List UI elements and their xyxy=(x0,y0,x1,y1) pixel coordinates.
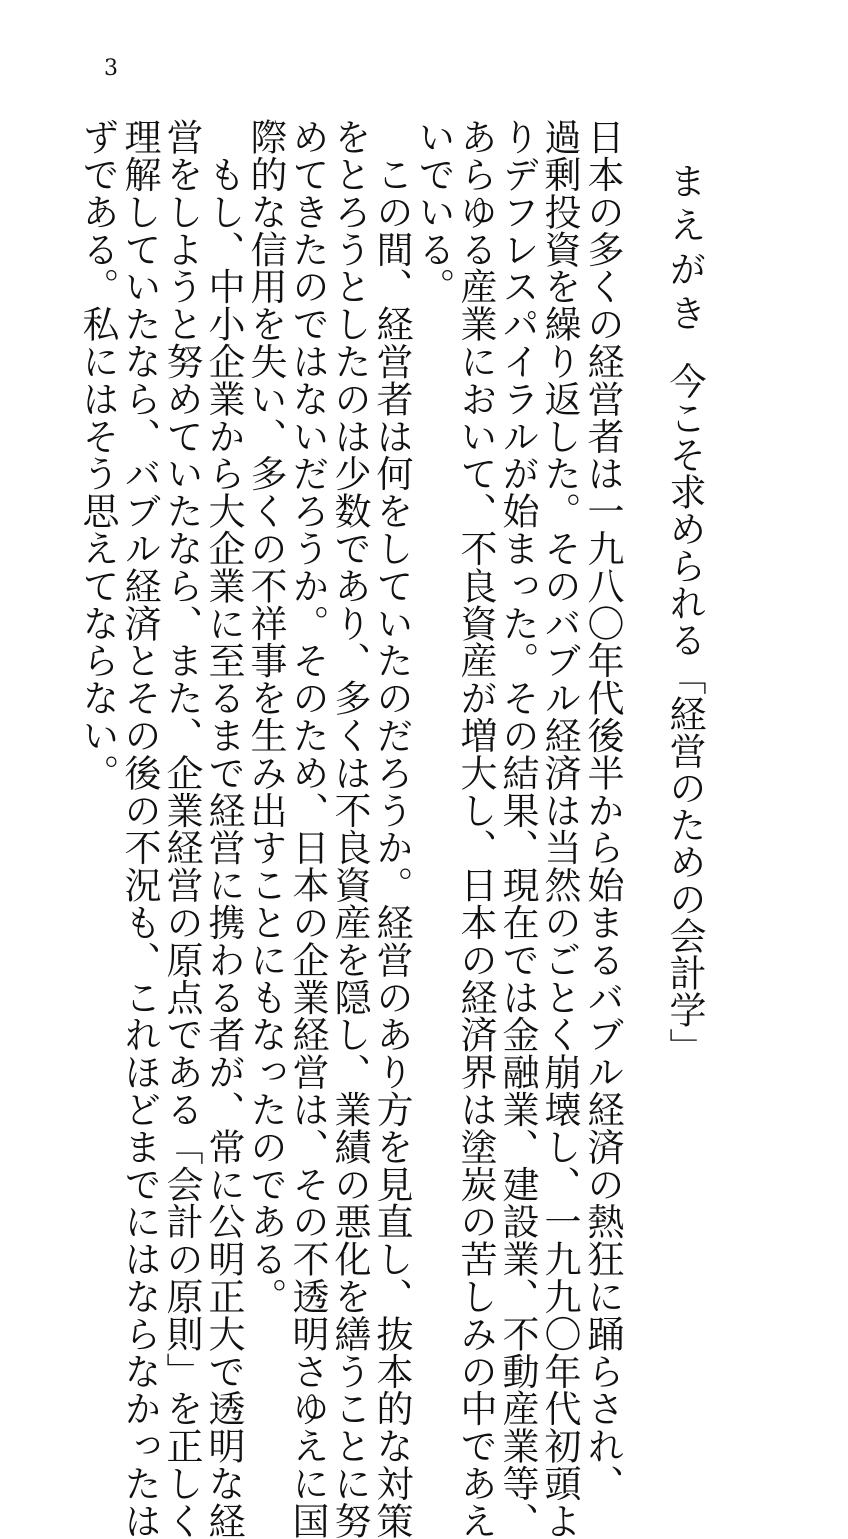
text-line: 過剰投資を繰り返した。そのバブル経済は当然のごとく崩壊し、一九九〇年代初頭よ xyxy=(538,118,581,1539)
text-line: いでいる。 xyxy=(412,118,455,305)
text-line: をとろうとしたのは少数であり、多くは不良資産を隠し、業績の悪化を繕うことに努 xyxy=(328,118,371,1539)
text-line: 際的な信用を失い、多くの不祥事を生み出すことにもなったのである。 xyxy=(244,118,287,1315)
page-number: 3 xyxy=(104,56,118,81)
text-line: めてきたのではないだろうか。そのため、日本の企業経営は、その不透明さゆえに国 xyxy=(286,118,329,1539)
text-line: ずである。私にはそう思えてならない。 xyxy=(76,118,119,792)
text-line: この間、経営者は何をしていたのだろうか。経営のあり方を見直し、抜本的な対策 xyxy=(370,118,413,1539)
chapter-subtitle: 今こそ求められる「経営のための会計学」 xyxy=(663,362,706,1065)
text-line: 日本の多くの経営者は一九八〇年代後半から始まるバブル経済の熱狂に踊らされ、 xyxy=(581,118,624,1502)
text-line: もし、中小企業から大企業に至るまで経営に携わる者が、常に公明正大で透明な経 xyxy=(202,118,245,1539)
chapter-title xyxy=(663,162,706,1065)
chapter-heading: まえがき xyxy=(663,162,706,338)
text-line: 理解していたなら、バブル経済とその後の不況も、これほどまでにはならなかったは xyxy=(118,118,161,1539)
text-line: りデフレスパイラルが始まった。その結果、現在では金融業、建設業、不動産業等、 xyxy=(496,118,539,1539)
text-line: あらゆる産業において、不良資産が増大し、日本の経済界は塗炭の苦しみの中であえ xyxy=(454,118,497,1539)
text-line: 営をしようと努めていたなら、また、企業経営の原点である「会計の原則」を正しく xyxy=(160,118,203,1539)
